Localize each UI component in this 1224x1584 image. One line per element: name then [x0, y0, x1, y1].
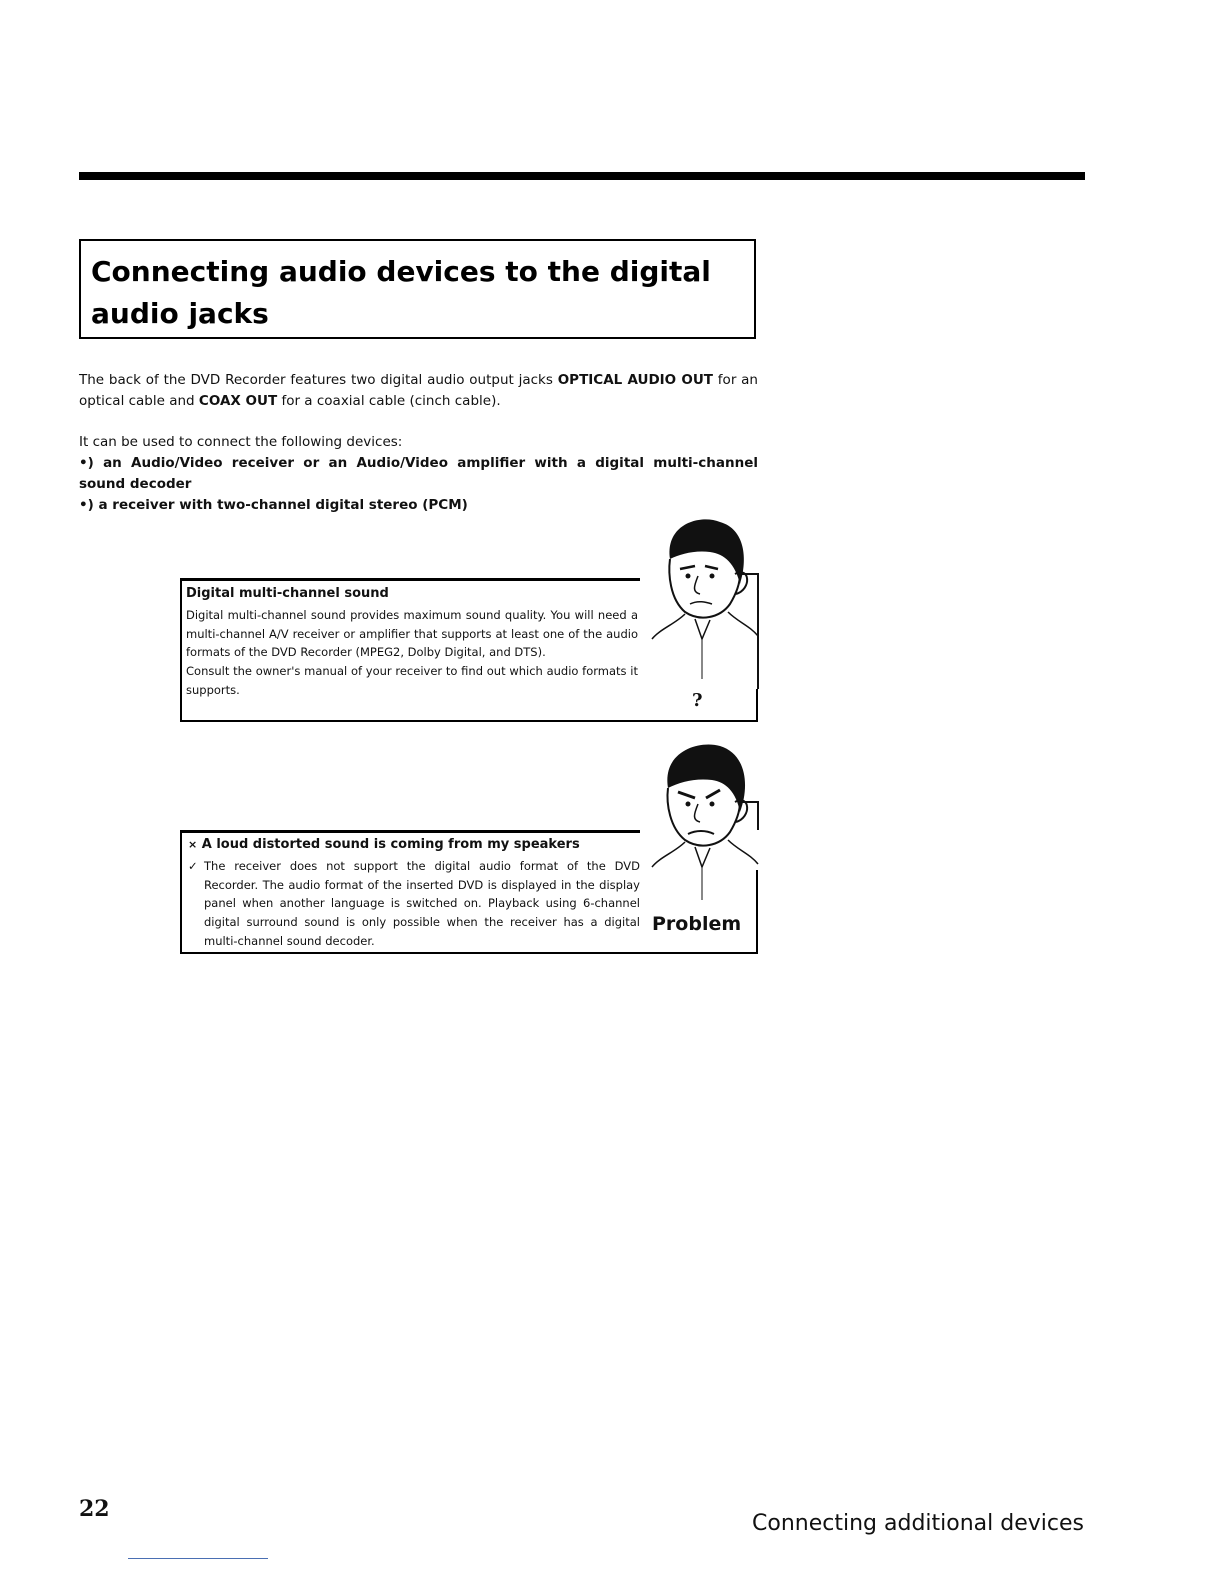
section-name: Connecting additional devices	[752, 1511, 1084, 1536]
intro-paragraph	[79, 370, 758, 412]
device-list-item: •) an Audio/Video receiver or an Audio/Video amplifier with a digital multi-channel sound decoder	[79, 455, 758, 492]
tip-body-2: Consult the owner's manual of your receiver to find out which audio formats it supports.	[186, 664, 638, 697]
device-list-lead: It can be used to connect the following devices:	[79, 434, 403, 450]
bottom-underline	[128, 1558, 268, 1559]
device-list-item: •) a receiver with two-channel digital stereo (PCM)	[79, 497, 468, 513]
problem-x-icon: ×	[188, 838, 198, 851]
tip-heading: Digital multi-channel sound	[186, 586, 389, 601]
page-number: 22	[79, 1496, 110, 1522]
tip-body: Digital multi-channel sound provides maximum sound quality. You will need a multi-channel A/V receiver or amplifier that supports at least one of the audio formats of the DVD Recorder (MPEG2, Dolby Digital, and DTS).	[186, 607, 638, 660]
intro-text-1: The back of the DVD Recorder features two digital audio output jacks	[79, 372, 558, 388]
problem-heading	[188, 836, 640, 855]
problem-label: Problem	[652, 913, 742, 935]
tip-text	[186, 585, 638, 700]
tip-question-mark: ?	[692, 690, 703, 711]
title-line-1: Connecting audio devices to the digital	[91, 255, 711, 288]
problem-text	[188, 836, 640, 951]
intro-text-3: for a coaxial cable (cinch cable).	[277, 393, 501, 409]
intro-text-2: for an optical cable and	[79, 372, 758, 409]
tip-head-rule	[182, 580, 644, 581]
problem-body: The receiver does not support the digital audio format of the DVD Recorder. The audio format of the inserted DVD is displayed in the display panel when another language is switched on. Playback using 6-channel digital surround sound is only possible when the receiver has a digital multi-channel sound decoder.	[204, 858, 640, 948]
device-list	[79, 432, 758, 516]
section-title-box	[79, 239, 756, 339]
optical-audio-out-label: OPTICAL AUDIO OUT	[557, 372, 714, 388]
coax-out-label: COAX OUT	[198, 393, 278, 409]
thinking-man-icon	[640, 514, 760, 689]
problem-solution	[188, 857, 640, 951]
problem-heading-text: A loud distorted sound is coming from my speakers	[201, 837, 580, 852]
page-title	[91, 251, 742, 335]
top-rule	[79, 172, 1085, 180]
title-line-2: audio jacks	[91, 297, 269, 330]
problem-head-rule	[182, 832, 644, 833]
checkmark-icon: ✓	[188, 858, 198, 873]
frustrated-man-icon	[640, 740, 760, 915]
